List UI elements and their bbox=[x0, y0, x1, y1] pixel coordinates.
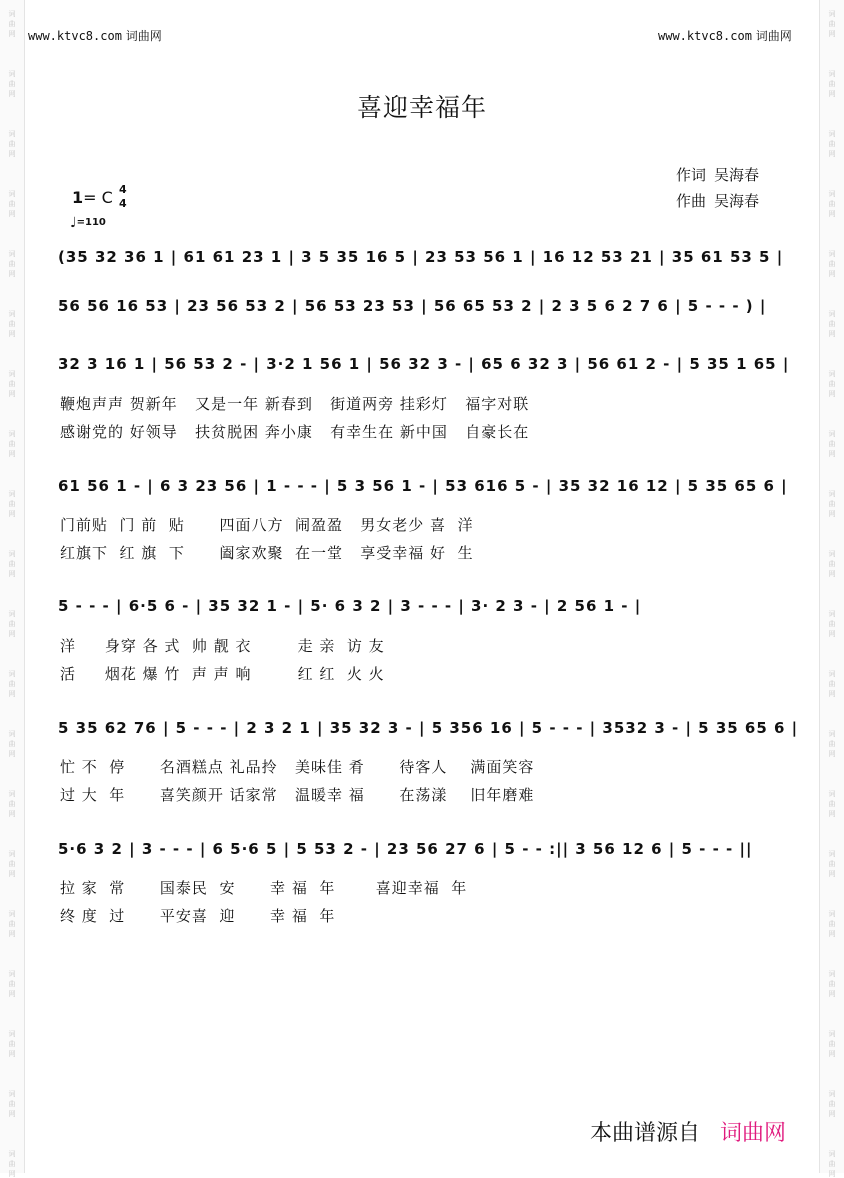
watermark-glyph: 网 bbox=[8, 690, 16, 698]
watermark-glyph: 曲 bbox=[8, 920, 16, 928]
watermark-glyph: 网 bbox=[8, 750, 16, 758]
site-header-left bbox=[28, 27, 162, 44]
watermark-glyph: 曲 bbox=[8, 380, 16, 388]
watermark-glyph: 词 bbox=[828, 370, 836, 378]
watermark-glyph: 曲 bbox=[8, 740, 16, 748]
lyric-line: 红旗下 红 旗 下 阖家欢聚 在一堂 享受幸福 好 生 bbox=[60, 544, 474, 562]
watermark-glyph: 网 bbox=[8, 210, 16, 218]
lyric-line: 鞭炮声声 贺新年 又是一年 新春到 街道两旁 挂彩灯 福字对联 bbox=[60, 395, 530, 413]
music-line: 5 35 62 76 | 5 - - - | 2 3 2 1 | 35 32 3 - | 5 356 16 | 5 - - - | 3532 3 - | 5 35 65 6 | bbox=[58, 719, 799, 737]
watermark-glyph: 曲 bbox=[828, 1160, 836, 1168]
watermark-glyph: 网 bbox=[828, 990, 836, 998]
watermark-glyph: 网 bbox=[8, 990, 16, 998]
lyric-line: 过 大 年 喜笑颜开 话家常 温暖幸 福 在荡漾 旧年磨难 bbox=[60, 786, 535, 804]
watermark-glyph: 网 bbox=[828, 210, 836, 218]
watermark-glyph: 网 bbox=[828, 150, 836, 158]
watermark-glyph: 网 bbox=[828, 450, 836, 458]
watermark-glyph: 曲 bbox=[8, 860, 16, 868]
watermark-glyph: 曲 bbox=[828, 20, 836, 28]
watermark-glyph: 网 bbox=[828, 810, 836, 818]
watermark-glyph: 网 bbox=[8, 1170, 16, 1178]
watermark-glyph: 词 bbox=[8, 970, 16, 978]
watermark-glyph: 词 bbox=[8, 130, 16, 138]
watermark-glyph: 网 bbox=[828, 570, 836, 578]
lyric-line: 忙 不 停 名酒糕点 礼品拎 美味佳 肴 待客人 满面笑容 bbox=[60, 758, 535, 776]
watermark-glyph: 词 bbox=[828, 430, 836, 438]
watermark-glyph: 曲 bbox=[8, 1160, 16, 1168]
watermark-glyph: 词 bbox=[8, 370, 16, 378]
watermark-glyph: 曲 bbox=[8, 560, 16, 568]
watermark-glyph: 网 bbox=[8, 390, 16, 398]
watermark-glyph: 网 bbox=[8, 510, 16, 518]
watermark-glyph: 曲 bbox=[828, 1100, 836, 1108]
watermark-glyph: 曲 bbox=[8, 680, 16, 688]
watermark-glyph: 词 bbox=[828, 550, 836, 558]
watermark-glyph: 词 bbox=[828, 1030, 836, 1038]
watermark-glyph: 曲 bbox=[8, 260, 16, 268]
watermark-glyph: 词 bbox=[828, 190, 836, 198]
watermark-glyph: 词 bbox=[828, 130, 836, 138]
lyric-line: 洋 身穿 各 式 帅 靓 衣 走 亲 访 友 bbox=[60, 637, 385, 655]
watermark-glyph: 网 bbox=[8, 1050, 16, 1058]
watermark-glyph: 网 bbox=[8, 450, 16, 458]
composer-credit bbox=[676, 190, 767, 211]
watermark-glyph: 曲 bbox=[828, 980, 836, 988]
watermark-glyph: 网 bbox=[828, 1110, 836, 1118]
lyricist-name: 吴海春 bbox=[714, 166, 760, 184]
watermark-glyph: 词 bbox=[8, 730, 16, 738]
watermark-glyph: 词 bbox=[828, 670, 836, 678]
composer-name: 吴海春 bbox=[714, 192, 760, 210]
music-line: 5·6 3 2 | 3 - - - | 6 5·6 5 | 5 53 2 - | 23 56 27 6 | 5 - - :|| 3 56 12 6 | 5 - - - || bbox=[58, 840, 753, 858]
watermark-glyph: 曲 bbox=[8, 1100, 16, 1108]
watermark-glyph: 曲 bbox=[8, 320, 16, 328]
watermark-glyph: 曲 bbox=[828, 440, 836, 448]
site-header-right bbox=[658, 27, 792, 44]
site-url: www.ktvc8.com bbox=[658, 29, 752, 43]
watermark-glyph: 词 bbox=[828, 610, 836, 618]
time-signature bbox=[119, 183, 127, 211]
composer-label: 作曲 bbox=[676, 192, 707, 210]
music-line: 5 - - - | 6·5 6 - | 35 32 1 - | 5· 6 3 2 | 3 - - - | 3· 2 3 - | 2 56 1 - | bbox=[58, 597, 642, 615]
watermark-glyph: 词 bbox=[8, 850, 16, 858]
watermark-glyph: 网 bbox=[8, 90, 16, 98]
meter-bottom: 4 bbox=[119, 197, 127, 210]
watermark-glyph: 网 bbox=[8, 150, 16, 158]
watermark-glyph: 词 bbox=[8, 250, 16, 258]
watermark-glyph: 曲 bbox=[828, 500, 836, 508]
watermark-glyph: 词 bbox=[8, 490, 16, 498]
key-text: = C bbox=[83, 188, 113, 207]
site-name: 词曲网 bbox=[125, 29, 162, 43]
watermark-glyph: 词 bbox=[828, 910, 836, 918]
watermark-glyph: 曲 bbox=[8, 200, 16, 208]
key-do: 1 bbox=[72, 188, 84, 207]
watermark-glyph: 网 bbox=[828, 630, 836, 638]
watermark-glyph: 网 bbox=[8, 930, 16, 938]
watermark-glyph: 网 bbox=[828, 1050, 836, 1058]
watermark-glyph: 词 bbox=[828, 490, 836, 498]
tempo-value: =110 bbox=[76, 217, 106, 228]
music-line: 61 56 1 - | 6 3 23 56 | 1 - - - | 5 3 56 1 - | 53 616 5 - | 35 32 16 12 | 5 35 65 6 | bbox=[58, 477, 788, 495]
watermark-glyph: 曲 bbox=[8, 980, 16, 988]
watermark-glyph: 词 bbox=[828, 1090, 836, 1098]
watermark-glyph: 词 bbox=[8, 430, 16, 438]
watermark-glyph: 曲 bbox=[828, 140, 836, 148]
watermark-glyph: 词 bbox=[828, 1150, 836, 1158]
watermark-glyph: 曲 bbox=[8, 1040, 16, 1048]
watermark-glyph: 网 bbox=[828, 270, 836, 278]
watermark-glyph: 曲 bbox=[828, 860, 836, 868]
watermark-glyph: 曲 bbox=[828, 800, 836, 808]
watermark-glyph: 词 bbox=[828, 730, 836, 738]
watermark-glyph: 词 bbox=[828, 250, 836, 258]
watermark-glyph: 词 bbox=[8, 310, 16, 318]
watermark-glyph: 网 bbox=[828, 690, 836, 698]
watermark-glyph: 词 bbox=[8, 1030, 16, 1038]
key-signature bbox=[72, 188, 113, 207]
watermark-glyph: 词 bbox=[8, 610, 16, 618]
watermark-glyph: 网 bbox=[828, 870, 836, 878]
watermark-glyph: 词 bbox=[828, 790, 836, 798]
watermark-glyph: 曲 bbox=[828, 920, 836, 928]
music-line: (35 32 36 1 | 61 61 23 1 | 3 5 35 16 5 | 23 53 56 1 | 16 12 53 21 | 35 61 53 5 | bbox=[58, 248, 784, 266]
watermark-glyph: 词 bbox=[828, 310, 836, 318]
watermark-glyph: 词 bbox=[8, 550, 16, 558]
watermark-glyph: 曲 bbox=[828, 380, 836, 388]
left-watermark-strip bbox=[0, 0, 25, 1178]
watermark-glyph: 网 bbox=[828, 390, 836, 398]
source-brand[interactable]: 词曲网 bbox=[720, 1121, 787, 1146]
watermark-glyph: 词 bbox=[8, 70, 16, 78]
watermark-glyph: 网 bbox=[828, 330, 836, 338]
watermark-glyph: 曲 bbox=[8, 440, 16, 448]
music-line: 56 56 16 53 | 23 56 53 2 | 56 53 23 53 | 56 65 53 2 | 2 3 5 6 2 7 6 | 5 - - - ) | bbox=[58, 297, 767, 315]
watermark-glyph: 曲 bbox=[8, 800, 16, 808]
watermark-glyph: 网 bbox=[8, 810, 16, 818]
watermark-glyph: 词 bbox=[828, 850, 836, 858]
watermark-glyph: 词 bbox=[828, 70, 836, 78]
watermark-glyph: 曲 bbox=[828, 200, 836, 208]
watermark-glyph: 网 bbox=[8, 630, 16, 638]
watermark-glyph: 曲 bbox=[8, 500, 16, 508]
watermark-glyph: 词 bbox=[828, 10, 836, 18]
watermark-glyph: 曲 bbox=[828, 80, 836, 88]
watermark-glyph: 词 bbox=[8, 1090, 16, 1098]
lyric-line: 感谢党的 好领导 扶贫脱困 奔小康 有幸生在 新中国 自豪长在 bbox=[60, 423, 530, 441]
watermark-glyph: 曲 bbox=[8, 80, 16, 88]
tempo-marking bbox=[70, 215, 106, 231]
watermark-glyph: 网 bbox=[828, 750, 836, 758]
lyric-line: 终 度 过 平安喜 迎 幸 福 年 bbox=[60, 907, 336, 925]
watermark-glyph: 词 bbox=[8, 10, 16, 18]
watermark-glyph: 网 bbox=[828, 1170, 836, 1178]
watermark-glyph: 网 bbox=[8, 1110, 16, 1118]
watermark-glyph: 曲 bbox=[8, 620, 16, 628]
watermark-glyph: 网 bbox=[8, 330, 16, 338]
site-url: www.ktvc8.com bbox=[28, 29, 122, 43]
watermark-glyph: 词 bbox=[828, 970, 836, 978]
watermark-glyph: 曲 bbox=[828, 740, 836, 748]
watermark-glyph: 曲 bbox=[828, 620, 836, 628]
watermark-glyph: 网 bbox=[828, 930, 836, 938]
watermark-glyph: 网 bbox=[8, 570, 16, 578]
watermark-glyph: 曲 bbox=[828, 560, 836, 568]
source-footer bbox=[590, 1116, 786, 1147]
watermark-glyph: 曲 bbox=[828, 260, 836, 268]
lyricist-label: 作词 bbox=[676, 166, 707, 184]
watermark-glyph: 曲 bbox=[828, 1040, 836, 1048]
watermark-glyph: 曲 bbox=[8, 20, 16, 28]
watermark-glyph: 曲 bbox=[8, 140, 16, 148]
song-title: 喜迎幸福年 bbox=[356, 93, 487, 122]
lyric-line: 活 烟花 爆 竹 声 声 响 红 红 火 火 bbox=[60, 665, 385, 683]
quarter-note-icon: ♩ bbox=[70, 215, 77, 231]
watermark-glyph: 网 bbox=[828, 90, 836, 98]
lyric-line: 拉 家 常 国泰民 安 幸 福 年 喜迎幸福 年 bbox=[60, 879, 468, 897]
music-line: 32 3 16 1 | 56 53 2 - | 3·2 1 56 1 | 56 32 3 - | 65 6 32 3 | 56 61 2 - | 5 35 1 65 | bbox=[58, 355, 790, 373]
watermark-glyph: 曲 bbox=[828, 680, 836, 688]
lyricist-credit bbox=[676, 164, 767, 185]
meter-top: 4 bbox=[119, 183, 127, 196]
right-watermark-strip bbox=[819, 0, 844, 1178]
watermark-glyph: 词 bbox=[8, 790, 16, 798]
watermark-glyph: 曲 bbox=[828, 320, 836, 328]
watermark-glyph: 词 bbox=[8, 1150, 16, 1158]
watermark-glyph: 网 bbox=[8, 870, 16, 878]
watermark-glyph: 词 bbox=[8, 670, 16, 678]
watermark-glyph: 网 bbox=[828, 30, 836, 38]
watermark-glyph: 词 bbox=[8, 190, 16, 198]
watermark-glyph: 网 bbox=[8, 30, 16, 38]
source-text: 本曲谱源自 bbox=[590, 1121, 701, 1146]
watermark-glyph: 词 bbox=[8, 910, 16, 918]
site-name: 词曲网 bbox=[755, 29, 792, 43]
lyric-line: 门前贴 门 前 贴 四面八方 闹盈盈 男女老少 喜 洋 bbox=[60, 516, 474, 534]
watermark-glyph: 网 bbox=[8, 270, 16, 278]
watermark-glyph: 网 bbox=[828, 510, 836, 518]
